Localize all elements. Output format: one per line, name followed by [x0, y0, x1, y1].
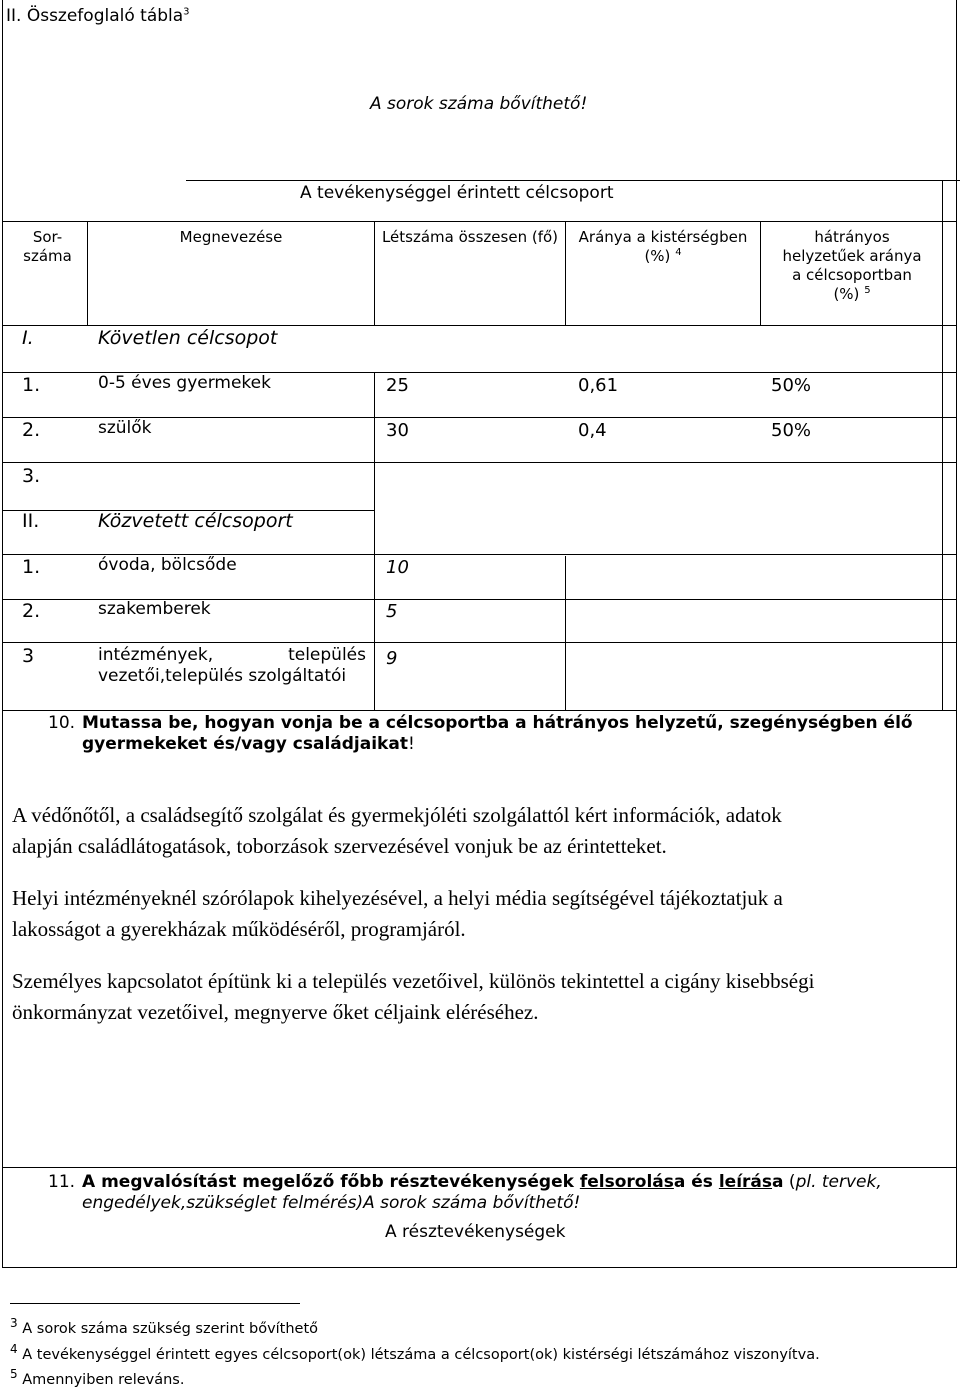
row-count: 9 [386, 648, 398, 669]
q11-subheading: A résztevékenységek [385, 1222, 566, 1242]
row-disadv: 50% [771, 375, 812, 396]
col-line-1 [87, 221, 88, 325]
col-header-hatranyos: hátrányos helyzetűek aránya a célcsoportban (%) $^5$ [782, 228, 922, 303]
col-line-6 [760, 221, 761, 325]
q10-paragraph-2: Helyi intézményeknél szórólapok kihelyezésével, a helyi média segítségével tájékoztatjuk a lakosságot a gyerekházak működéséről, programjáról. [12, 886, 783, 941]
row-line [2, 710, 957, 711]
row-count: 30 [386, 420, 409, 441]
row-num: 1. [22, 556, 41, 578]
q10-number: 10. [48, 713, 76, 733]
footnote-3: $^3$ A sorok száma szükség szerint bővíthető [10, 1316, 319, 1337]
row-line [2, 462, 957, 463]
row-name: szülők [98, 418, 152, 438]
row-count: 25 [386, 375, 409, 396]
group-header: A tevékenységgel érintett célcsoport [300, 183, 614, 203]
row-name: óvoda, bölcsőde [98, 555, 237, 575]
row-num: 2. [22, 419, 41, 441]
q10-heading: Mutassa be, hogyan vonja be a célcsoportba a hátrányos helyzetű, szegénységben élő gyermekeket és/vagy családjaikat! [82, 713, 913, 754]
footnote-separator [10, 1303, 300, 1304]
table-top-border [186, 180, 960, 181]
group2-label: Közvetett célcsoport [98, 510, 293, 532]
footnote-4: $^4$ A tevékenységgel érintett egyes célcsoport(ok) létszáma a célcsoport(ok) kistérségi létszámához viszonyítva. [10, 1342, 820, 1363]
row-line [2, 325, 957, 326]
section-title: II. Összefoglaló tábla$^3$ [6, 6, 190, 26]
q10-paragraph-3: Személyes kapcsolatot építünk ki a település vezetőivel, különös tekintettel a cigány kisebbségi önkormányzat vezetőivel, megnyerve őket céljaink eléréséhez. [12, 969, 815, 1024]
group1-num: I. [22, 327, 34, 349]
group1-label: Követlen célcsopot [98, 327, 278, 349]
col-header-sorszama: Sor- száma [23, 228, 72, 265]
row-disadv: 50% [771, 420, 812, 441]
row-ratio: 0,4 [578, 420, 607, 441]
row-name: intézmények, település vezetői,település szolgáltatói [98, 645, 366, 686]
col-line-7 [942, 180, 943, 710]
row-num: 3. [22, 465, 41, 487]
rows-expandable-note: A sorok száma bővíthető! [370, 94, 588, 114]
row-num: 1. [22, 374, 41, 396]
row-count: 5 [386, 601, 398, 622]
col-header-megnevezese: Megnevezése [179, 228, 283, 246]
row-name: szakemberek [98, 599, 211, 619]
row-count: 10 [386, 557, 409, 578]
frame-left-border [2, 0, 3, 1268]
frame-right-border [956, 0, 957, 1268]
row-name: 0-5 éves gyermekek [98, 373, 271, 393]
frame-bottom-border [2, 1267, 957, 1268]
group2-num: II. [22, 510, 40, 532]
row-line [2, 221, 957, 222]
col-header-aranya: Aránya a kistérségben (%) $^4$ [578, 228, 748, 265]
q11-heading: A megvalósítást megelőző főbb résztevékenységek felsorolása és leírása (pl. tervek, engedélyek,szükséglet felmérés)A sorok száma bővíthető! [82, 1172, 882, 1213]
col-line-4 [565, 221, 566, 325]
col-header-letszama: Létszáma összesen (fő) [381, 228, 559, 246]
row-num: 2. [22, 600, 41, 622]
row-num: 3 [22, 645, 35, 667]
q11-number: 11. [48, 1172, 76, 1192]
col-line-5 [565, 556, 566, 710]
footnote-5: $^5$ Amennyiben releváns. [10, 1367, 185, 1388]
col-line-3 [374, 372, 375, 710]
q10-paragraph-1: A védőnőtől, a családsegítő szolgálat és gyermekjóléti szolgálattól kért információk, adatok alapján családlátogatások, toborzások szervezésével vonjuk be az érintetteket. [12, 803, 782, 858]
col-line-2 [374, 221, 375, 325]
q11-top-border [2, 1167, 957, 1168]
row-line [2, 642, 957, 643]
row-ratio: 0,61 [578, 375, 619, 396]
